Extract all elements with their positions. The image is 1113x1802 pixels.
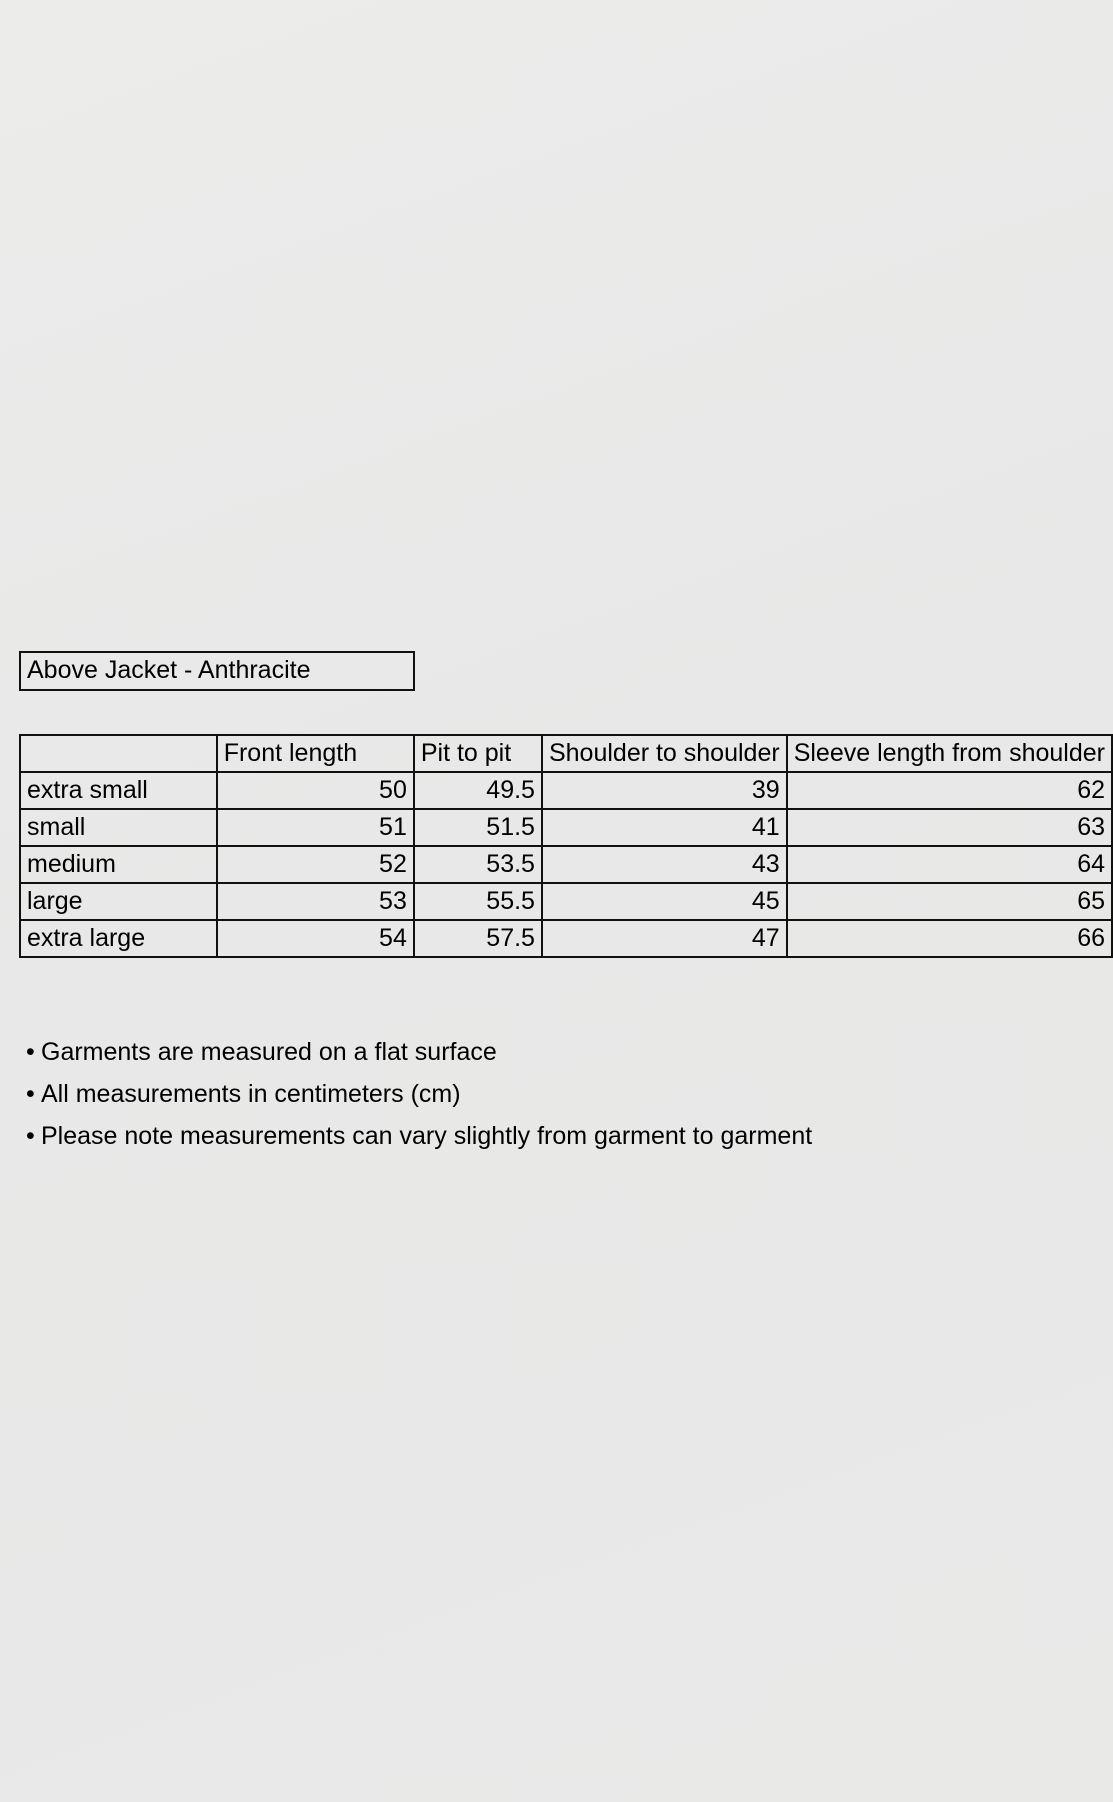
front-length-value: 53 bbox=[217, 883, 414, 920]
note-text: Garments are measured on a flat surface bbox=[41, 1038, 497, 1066]
header-cell-shoulder-to-shoulder: Shoulder to shoulder bbox=[542, 735, 787, 772]
pit-to-pit-value: 55.5 bbox=[414, 883, 542, 920]
bullet-icon: • bbox=[26, 1038, 35, 1066]
pit-to-pit-value: 53.5 bbox=[414, 846, 542, 883]
size-label: large bbox=[20, 883, 217, 920]
front-length-value: 51 bbox=[217, 809, 414, 846]
sleeve-length-value: 63 bbox=[787, 809, 1112, 846]
product-title: Above Jacket - Anthracite bbox=[19, 651, 415, 691]
header-cell-front-length: Front length bbox=[217, 735, 414, 772]
size-label: extra large bbox=[20, 920, 217, 957]
front-length-value: 52 bbox=[217, 846, 414, 883]
note-text: All measurements in centimeters (cm) bbox=[41, 1080, 461, 1108]
note-item bbox=[26, 1031, 812, 1073]
sleeve-length-value: 66 bbox=[787, 920, 1112, 957]
header-cell-sleeve-length: Sleeve length from shoulder bbox=[787, 735, 1112, 772]
table-row bbox=[20, 920, 1112, 957]
shoulder-to-shoulder-value: 47 bbox=[542, 920, 787, 957]
bullet-icon: • bbox=[26, 1122, 35, 1150]
size-chart-table bbox=[19, 734, 1113, 958]
sleeve-length-value: 64 bbox=[787, 846, 1112, 883]
header-cell-empty bbox=[20, 735, 217, 772]
shoulder-to-shoulder-value: 39 bbox=[542, 772, 787, 809]
sleeve-length-value: 65 bbox=[787, 883, 1112, 920]
table-row bbox=[20, 772, 1112, 809]
shoulder-to-shoulder-value: 41 bbox=[542, 809, 787, 846]
shoulder-to-shoulder-value: 45 bbox=[542, 883, 787, 920]
bullet-icon: • bbox=[26, 1080, 35, 1108]
note-item bbox=[26, 1115, 812, 1157]
front-length-value: 54 bbox=[217, 920, 414, 957]
size-label: medium bbox=[20, 846, 217, 883]
header-cell-pit-to-pit: Pit to pit bbox=[414, 735, 542, 772]
pit-to-pit-value: 57.5 bbox=[414, 920, 542, 957]
table-row bbox=[20, 846, 1112, 883]
size-label: extra small bbox=[20, 772, 217, 809]
measurement-notes bbox=[26, 1031, 812, 1157]
pit-to-pit-value: 51.5 bbox=[414, 809, 542, 846]
pit-to-pit-value: 49.5 bbox=[414, 772, 542, 809]
size-label: small bbox=[20, 809, 217, 846]
table-row bbox=[20, 883, 1112, 920]
shoulder-to-shoulder-value: 43 bbox=[542, 846, 787, 883]
note-text: Please note measurements can vary slightly from garment to garment bbox=[41, 1122, 813, 1150]
sleeve-length-value: 62 bbox=[787, 772, 1112, 809]
note-item bbox=[26, 1073, 812, 1115]
table-header-row bbox=[20, 735, 1112, 772]
table-row bbox=[20, 809, 1112, 846]
front-length-value: 50 bbox=[217, 772, 414, 809]
